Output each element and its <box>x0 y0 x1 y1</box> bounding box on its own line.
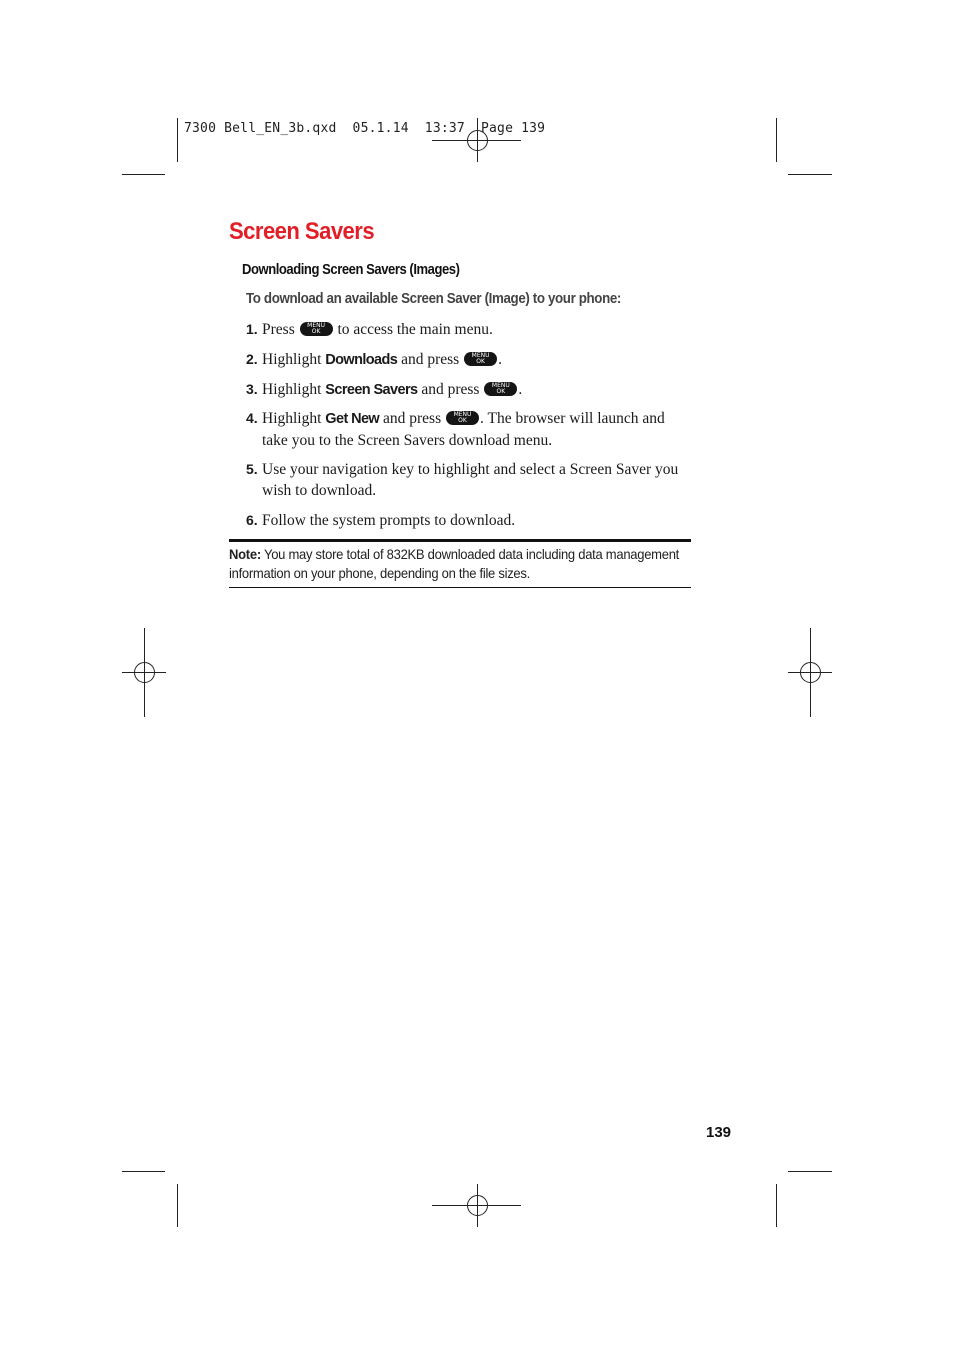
step-text: Follow the system prompts to download. <box>262 512 516 529</box>
step-4 <box>246 408 691 451</box>
note-box <box>229 539 691 588</box>
note-label: Note: <box>229 546 261 562</box>
menu-ok-key-icon: MENU OK <box>300 322 333 336</box>
step-number: 6. <box>246 512 258 528</box>
section-subheading: Downloading Screen Savers (Images) <box>242 262 460 278</box>
step-text: and press <box>383 410 442 427</box>
menu-keyword: Downloads <box>325 352 398 368</box>
step-number: 2. <box>246 351 258 367</box>
step-text: Highlight <box>262 381 322 398</box>
crop-mark-bottom-left-h <box>122 1171 165 1172</box>
menu-ok-key-icon: MENU OK <box>446 411 479 425</box>
menu-keyword: Get New <box>325 411 380 427</box>
menu-ok-key-icon: MENU OK <box>464 352 497 366</box>
menu-keyword: Screen Savers <box>325 382 418 398</box>
page-number: 139 <box>706 1124 732 1141</box>
step-number: 5. <box>246 461 258 477</box>
step-2 <box>246 349 691 371</box>
crop-mark-bottom-left-v <box>177 1184 178 1227</box>
crop-mark-top-left-v <box>177 118 178 162</box>
step-1 <box>246 319 691 340</box>
menu-ok-key-icon: MENU OK <box>484 382 517 396</box>
crop-mark-bottom-right-v <box>776 1184 777 1227</box>
registration-left-circle <box>134 662 155 683</box>
step-number: 3. <box>246 381 258 397</box>
step-text: . <box>498 351 502 368</box>
step-text: Highlight <box>262 351 322 368</box>
registration-right-circle <box>800 662 821 683</box>
step-text: to access the main menu. <box>337 321 493 338</box>
step-text: . The browser will launch and take you to the Screen Savers download menu. <box>262 410 665 449</box>
step-text: Press <box>262 321 295 338</box>
step-number: 4. <box>246 410 258 426</box>
step-text: Highlight <box>262 410 322 427</box>
file-slug: 7300 Bell_EN_3b.qxd 05.1.14 13:37 Page 139 <box>184 121 546 136</box>
step-text: and press <box>401 351 460 368</box>
step-6 <box>246 510 691 531</box>
crop-mark-top-left-h <box>122 174 165 175</box>
step-5 <box>246 459 691 501</box>
instruction-intro: To download an available Screen Saver (Image) to your phone: <box>246 291 622 307</box>
step-text: and press <box>421 381 480 398</box>
crop-mark-top-right-h <box>788 174 832 175</box>
crop-mark-bottom-right-h <box>788 1171 832 1172</box>
step-text: Use your navigation key to highlight and select a Screen Saver you wish to download. <box>262 461 679 499</box>
registration-bottom-circle <box>467 1195 488 1216</box>
step-3 <box>246 379 691 401</box>
note-text: You may store total of 832KB downloaded data including data management information on your phone, depending on the file sizes. <box>229 546 680 581</box>
crop-mark-top-right-v <box>776 118 777 162</box>
step-number: 1. <box>246 321 258 337</box>
page-title: Screen Savers <box>229 218 375 245</box>
step-text: . <box>518 381 523 398</box>
